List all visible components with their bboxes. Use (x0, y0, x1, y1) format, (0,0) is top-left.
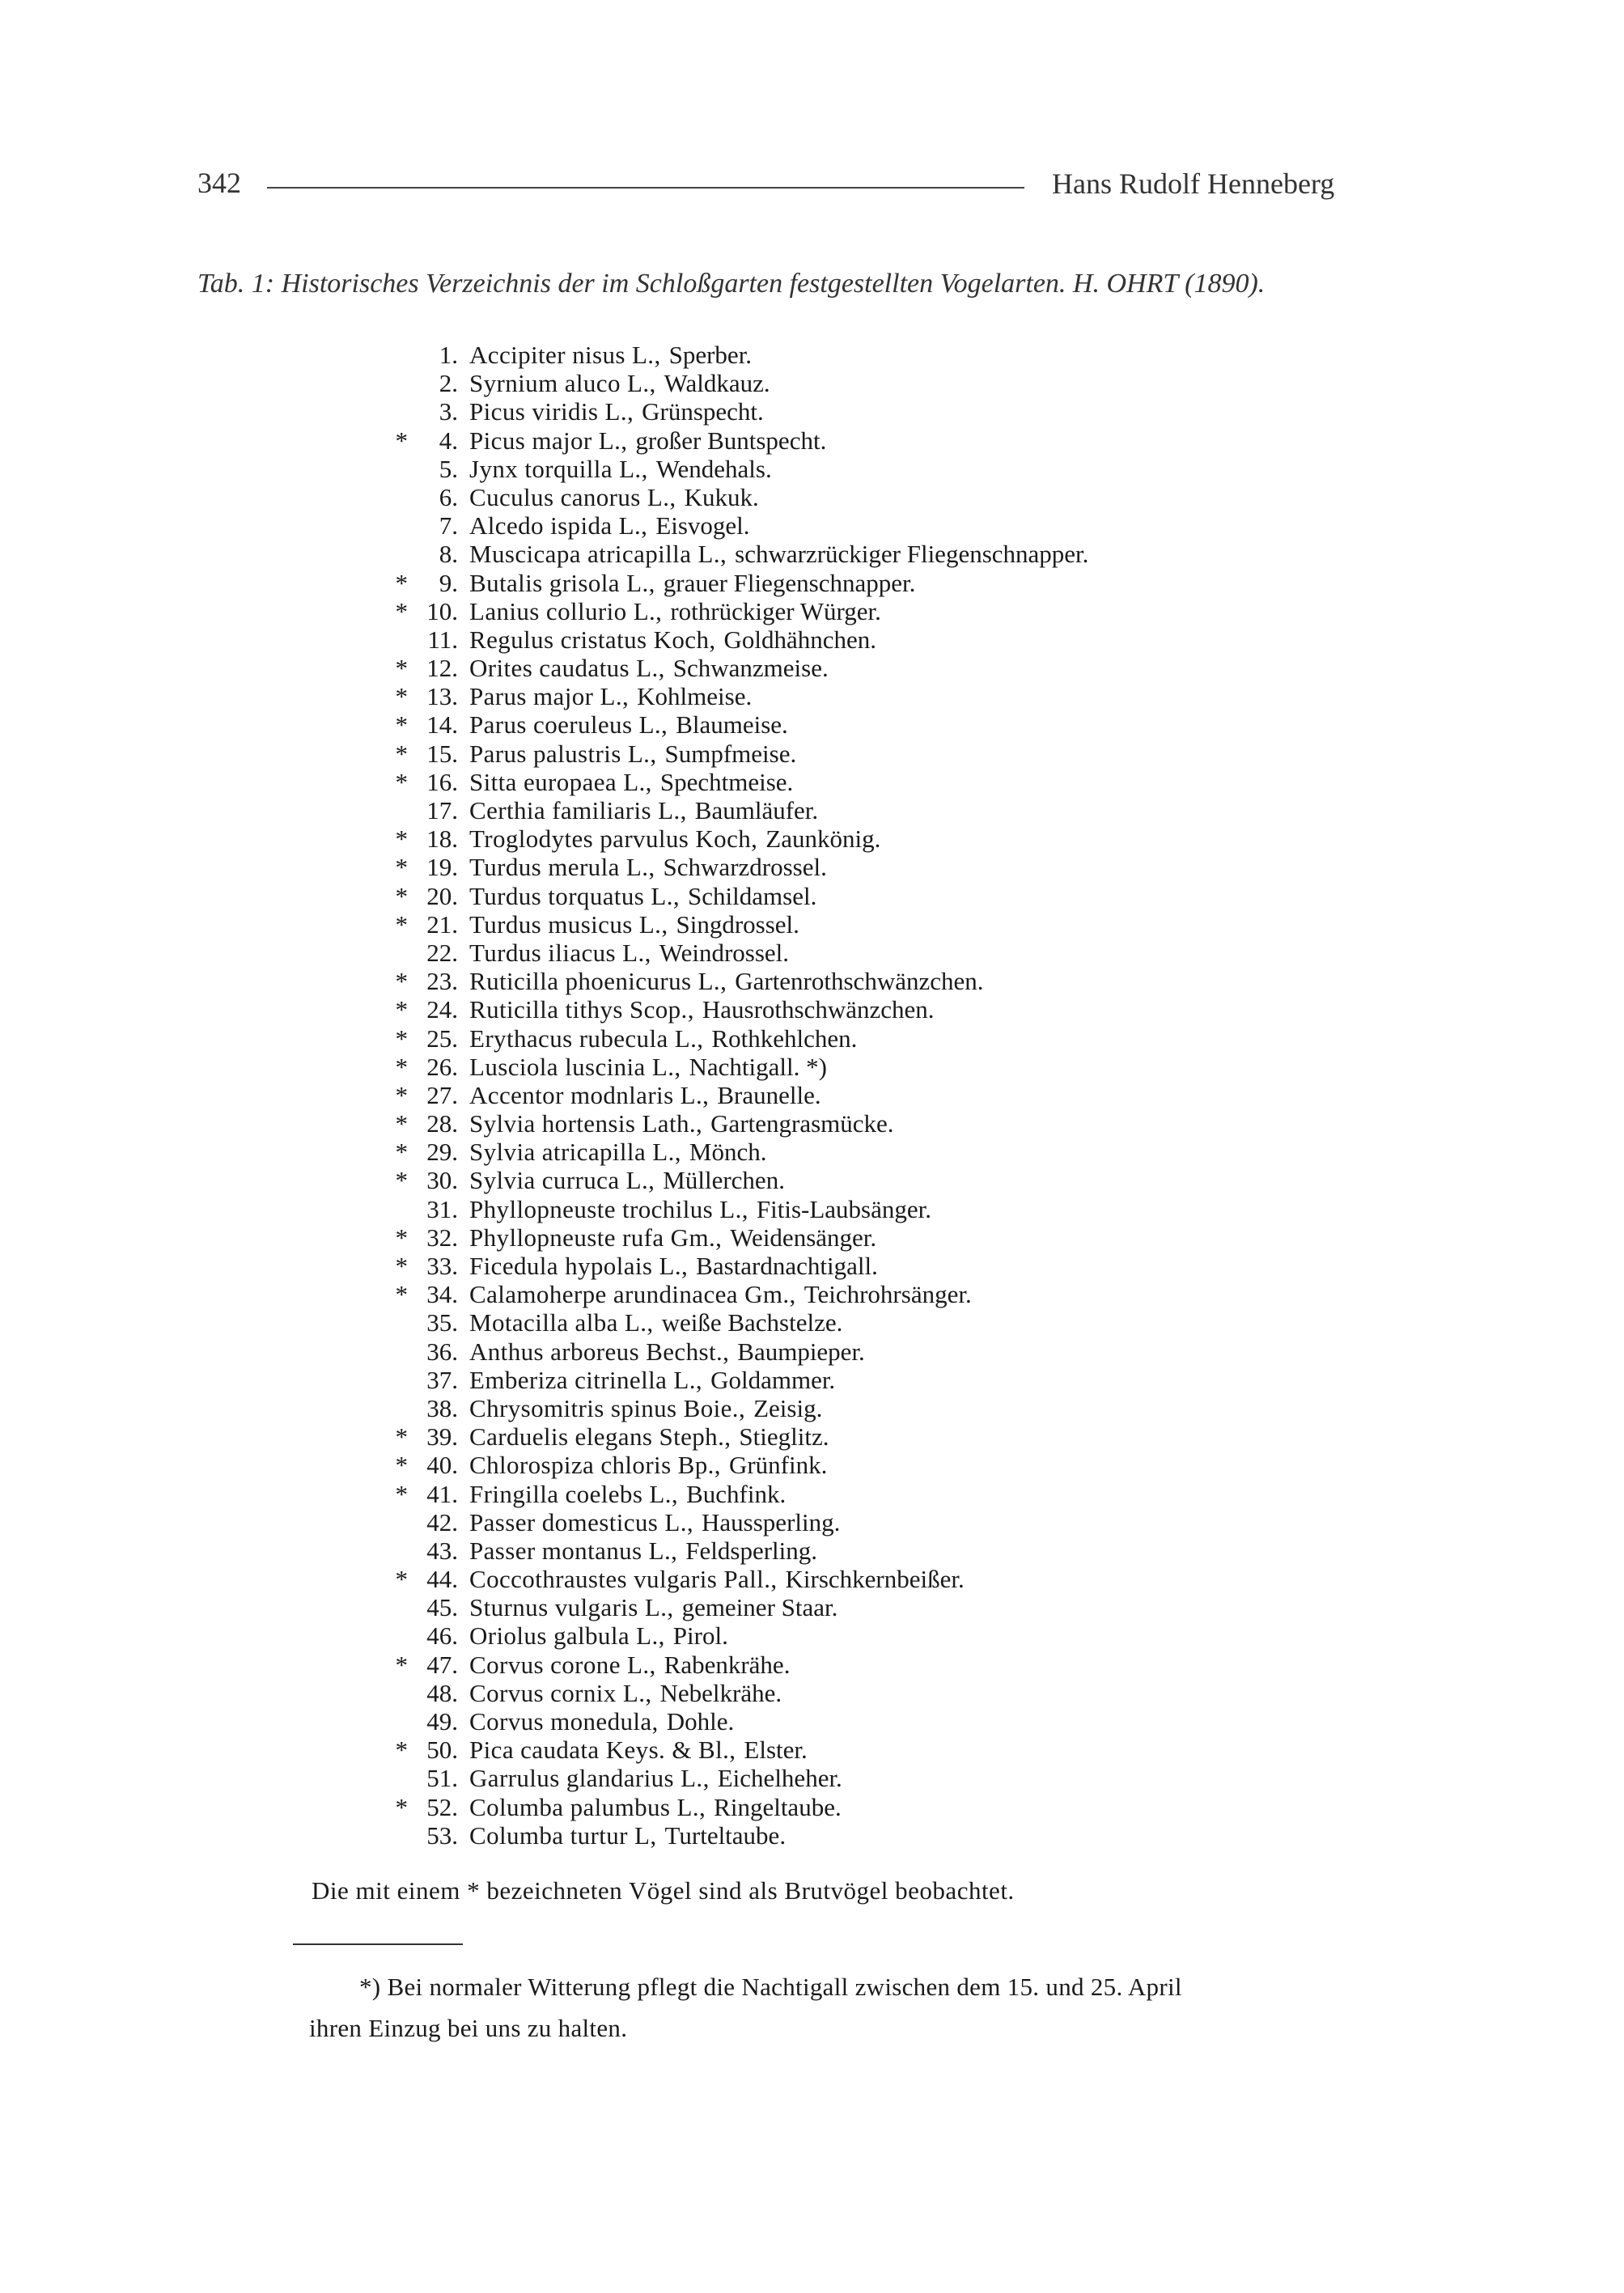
scientific-name: Turdus iliacus L., (469, 938, 651, 967)
species-number: 52. (426, 1792, 458, 1821)
table-caption: Tab. 1: Historisches Verzeichnis der im Schloßgarten festgestellten Vogelarten. H. OHRT (1890). (197, 269, 1266, 299)
breeding-marker: * (395, 710, 408, 740)
scientific-name: Lanius collurio L., (469, 596, 663, 625)
breeding-marker (372, 511, 408, 540)
species-number: 38. (426, 1393, 458, 1422)
species-row (372, 625, 1088, 654)
species-number: 53. (426, 1820, 458, 1850)
species-number: 43. (426, 1536, 458, 1565)
breeding-marker: * (395, 739, 408, 768)
scientific-name: Columba turtur L, (469, 1820, 657, 1850)
german-name: Gartenrothschwänzchen. (735, 967, 984, 996)
scientific-name: Turdus torquatus L., (469, 881, 681, 910)
breeding-marker: * (395, 1479, 408, 1508)
german-name: Schwanzmeise. (672, 654, 829, 683)
species-number: 5. (439, 454, 458, 483)
species-row (372, 369, 1088, 397)
scientific-name: Erythacus rubecula L., (469, 1024, 704, 1053)
breeding-marker: * (395, 1650, 408, 1679)
german-name: Gartengrasmücke. (710, 1109, 894, 1138)
breeding-marker (372, 796, 408, 824)
german-name: Schildamsel. (688, 881, 817, 910)
german-name: Pirol. (672, 1621, 728, 1651)
species-row (372, 1451, 1088, 1479)
german-name: Baumläufer. (694, 796, 819, 824)
scientific-name: Orites caudatus L., (469, 654, 665, 683)
scientific-name: Alcedo ispida L., (469, 511, 648, 540)
german-name: Buchfink. (686, 1479, 787, 1508)
breeding-marker: * (395, 1138, 408, 1167)
footnote (309, 1966, 1321, 2049)
german-name: Sumpfmeise. (664, 739, 797, 768)
scientific-name: Sylvia atricapilla L., (469, 1138, 681, 1167)
scientific-name: Calamoherpe arundinacea Gm., (469, 1280, 796, 1309)
species-row (372, 1195, 1088, 1223)
species-number: 13. (426, 682, 458, 711)
scientific-name: Coccothraustes vulgaris Pall., (469, 1565, 778, 1594)
scientific-name: Chlorospiza chloris Bp., (469, 1451, 721, 1480)
german-name: Haussperling. (702, 1507, 841, 1536)
scientific-name: Muscicapa atricapilla L., (469, 540, 727, 569)
species-number: 17. (426, 796, 458, 824)
species-number: 39. (426, 1422, 458, 1452)
scientific-name: Ruticilla phoenicurus L., (469, 967, 727, 996)
species-number: 49. (426, 1707, 458, 1736)
german-name: rothrückiger Würger. (670, 596, 881, 625)
scientific-name: Garrulus glandarius L., (469, 1764, 710, 1793)
species-number: 45. (426, 1593, 458, 1622)
species-row (372, 1138, 1088, 1166)
german-name: Sperber. (668, 341, 753, 369)
species-number: 7. (439, 511, 458, 540)
scientific-name: Corvus cornix L., (469, 1678, 652, 1707)
german-name: Eichelheher. (717, 1764, 842, 1793)
species-row (372, 1736, 1088, 1764)
german-name: großer Buntspecht. (635, 426, 827, 455)
breeding-marker: * (395, 682, 408, 711)
species-row (372, 654, 1088, 682)
species-row (372, 1422, 1088, 1451)
species-number: 34. (426, 1280, 458, 1309)
german-name: Mönch. (689, 1138, 767, 1167)
breeding-marker (372, 1821, 408, 1850)
species-number: 32. (426, 1223, 458, 1252)
breeding-marker: * (395, 995, 408, 1024)
species-number: 27. (426, 1080, 458, 1109)
species-number: 15. (426, 739, 458, 768)
species-row (372, 967, 1088, 995)
breeding-marker (372, 1679, 408, 1707)
german-name: Hausrothschwänzchen. (702, 995, 935, 1024)
german-name: Feldsperling. (685, 1536, 818, 1565)
german-name: weiße Bachstelze. (661, 1308, 843, 1337)
species-row (372, 1821, 1088, 1850)
header-rule (267, 187, 1024, 189)
species-row (372, 1508, 1088, 1536)
species-number: 41. (426, 1479, 458, 1508)
scientific-name: Accentor modnlaris L., (469, 1080, 710, 1109)
breeding-marker: * (395, 1792, 408, 1821)
species-row (372, 796, 1088, 824)
scientific-name: Ruticilla tithys Scop., (469, 995, 694, 1024)
breeding-marker (372, 625, 408, 654)
species-number: 3. (439, 397, 458, 426)
species-number: 29. (426, 1138, 458, 1167)
species-number: 37. (426, 1365, 458, 1394)
species-row (372, 1081, 1088, 1109)
species-number: 46. (426, 1621, 458, 1651)
german-name: gemeiner Staar. (681, 1593, 838, 1622)
german-name: Goldhähnchen. (723, 625, 877, 654)
scientific-name: Parus coeruleus L., (469, 710, 668, 740)
scientific-name: Oriolus galbula L., (469, 1621, 665, 1651)
scientific-name: Cuculus canorus L., (469, 482, 676, 511)
species-row (372, 1337, 1088, 1366)
species-number: 36. (426, 1337, 458, 1366)
german-name: Stieglitz. (739, 1422, 829, 1452)
species-row (372, 1166, 1088, 1194)
scientific-name: Pica caudata Keys. & Bl., (469, 1736, 736, 1765)
species-number: 51. (426, 1764, 458, 1793)
german-name: Wendehals. (655, 454, 772, 483)
breeding-marker: * (395, 596, 408, 625)
species-number: 23. (426, 967, 458, 996)
species-number: 8. (439, 540, 458, 569)
species-number: 35. (426, 1308, 458, 1337)
footnote-line-1: *) Bei normaler Witterung pflegt die Nachtigall zwischen dem 15. und 25. April (359, 1973, 1182, 2001)
species-number: 44. (426, 1565, 458, 1594)
species-row (372, 1053, 1088, 1081)
page-number: 342 (197, 167, 241, 199)
species-number: 25. (426, 1024, 458, 1053)
scientific-name: Parus major L., (469, 682, 630, 711)
scientific-name: Sturnus vulgaris L., (469, 1593, 674, 1622)
species-row (372, 740, 1088, 768)
breeding-marker: * (395, 1451, 408, 1480)
german-name: Nebelkrähe. (659, 1678, 782, 1707)
breeding-marker: * (395, 824, 408, 854)
breeding-marker: * (395, 654, 408, 683)
species-number: 9. (439, 568, 458, 597)
scientific-name: Troglodytes parvulus Koch, (469, 824, 758, 854)
german-name: Kirschkernbeißer. (785, 1565, 965, 1594)
scientific-name: Emberiza citrinella L., (469, 1365, 703, 1394)
breeding-marker: * (395, 1422, 408, 1452)
german-name: Grünspecht. (642, 397, 764, 426)
scientific-name: Sitta europaea L., (469, 767, 652, 796)
breeding-marker (372, 455, 408, 483)
species-row (372, 995, 1088, 1024)
german-name: Blaumeise. (676, 710, 788, 740)
species-number: 14. (426, 710, 458, 740)
scientific-name: Anthus arboreus Bechst., (469, 1337, 730, 1366)
species-row (372, 511, 1088, 540)
scientific-name: Corvus monedula, (469, 1707, 659, 1736)
german-name: Rabenkrähe. (664, 1650, 791, 1679)
species-row (372, 910, 1088, 939)
species-number: 19. (426, 853, 458, 882)
german-name: Bastardnachtigall. (696, 1252, 878, 1280)
species-row (372, 682, 1088, 710)
species-number: 16. (426, 767, 458, 796)
species-number: 22. (426, 938, 458, 967)
scientific-name: Regulus cristatus Koch, (469, 625, 716, 654)
species-row (372, 824, 1088, 853)
species-row (372, 1024, 1088, 1053)
species-row (372, 1280, 1088, 1308)
scientific-name: Syrnium aluco L., (469, 369, 656, 398)
species-number: 47. (426, 1650, 458, 1679)
scientific-name: Jynx torquilla L., (469, 454, 648, 483)
species-row (372, 1394, 1088, 1422)
breeding-marker (372, 1195, 408, 1223)
species-row (372, 1366, 1088, 1394)
species-number: 1. (439, 341, 458, 369)
german-name: Teichrohrsänger. (804, 1280, 972, 1309)
breeding-marker: * (395, 1024, 408, 1053)
scientific-name: Phyllopneuste trochilus L., (469, 1194, 748, 1223)
scientific-name: Sylvia hortensis Lath., (469, 1109, 703, 1138)
german-name: Weindrossel. (659, 938, 790, 967)
german-name: Eisvogel. (655, 511, 750, 540)
german-name: grauer Fliegenschnapper. (663, 568, 916, 597)
german-name: Elster. (744, 1736, 808, 1765)
breeding-marker (372, 1394, 408, 1422)
scientific-name: Picus major L., (469, 426, 628, 455)
species-number: 20. (426, 881, 458, 910)
scientific-name: Sylvia curruca L., (469, 1166, 655, 1195)
scientific-name: Ficedula hypolais L., (469, 1252, 689, 1280)
german-name: Ringeltaube. (714, 1792, 842, 1821)
scientific-name: Fringilla coelebs L., (469, 1479, 679, 1508)
species-row (372, 939, 1088, 967)
german-name: Weidensänger. (730, 1223, 877, 1252)
footnote-line-2: ihren Einzug bei uns zu halten. (309, 2014, 628, 2042)
species-row (372, 397, 1088, 426)
german-name: Müllerchen. (663, 1166, 785, 1195)
scientific-name: Turdus merula L., (469, 853, 655, 882)
species-number: 33. (426, 1252, 458, 1280)
breeding-marker: * (395, 967, 408, 996)
species-number: 4. (439, 426, 458, 455)
breeding-marker (372, 1593, 408, 1621)
species-number: 2. (439, 369, 458, 398)
scientific-name: Parus palustris L., (469, 739, 657, 768)
breeding-marker (372, 540, 408, 568)
breeding-marker: * (395, 909, 408, 939)
species-row (372, 1707, 1088, 1736)
species-row (372, 1679, 1088, 1707)
german-name: Fitis-Laubsänger. (756, 1194, 931, 1223)
scientific-name: Phyllopneuste rufa Gm., (469, 1223, 723, 1252)
german-name: Spechtmeise. (659, 767, 794, 796)
species-row (372, 1621, 1088, 1650)
running-head-author: Hans Rudolf Henneberg (1052, 167, 1335, 200)
breeding-marker: * (395, 1223, 408, 1252)
species-row (372, 1565, 1088, 1593)
german-name: Turteltaube. (664, 1820, 787, 1850)
breeding-marker (372, 1308, 408, 1337)
species-row (372, 1651, 1088, 1679)
german-name: Schwarzdrossel. (663, 853, 827, 882)
german-name: Dohle. (666, 1707, 735, 1736)
footnote-rule (293, 1943, 463, 1945)
species-row (372, 426, 1088, 455)
species-row (372, 1252, 1088, 1280)
breeding-marker (372, 1707, 408, 1736)
german-name: Nachtigall. *) (689, 1052, 827, 1081)
breeding-marker: * (395, 1252, 408, 1280)
german-name: Zeisig. (753, 1393, 823, 1422)
scientific-name: Columba palumbus L., (469, 1792, 706, 1821)
breeding-marker: * (395, 1736, 408, 1765)
species-number: 18. (426, 824, 458, 854)
scientific-name: Chrysomitris spinus Boie., (469, 1393, 746, 1422)
species-row (372, 768, 1088, 796)
scientific-name: Turdus musicus L., (469, 909, 668, 939)
species-number: 6. (439, 482, 458, 511)
breeding-marker (372, 1536, 408, 1565)
breeding-marker: * (395, 1280, 408, 1309)
species-row (372, 710, 1088, 739)
breeding-marker (372, 939, 408, 967)
german-name: Singdrossel. (676, 909, 799, 939)
breeding-marker: * (395, 568, 408, 597)
breeding-marker: * (395, 881, 408, 910)
species-row (372, 882, 1088, 910)
scientific-name: Picus viridis L., (469, 397, 634, 426)
scientific-name: Passer domesticus L., (469, 1507, 694, 1536)
species-number: 28. (426, 1109, 458, 1138)
species-list (372, 341, 1088, 1850)
species-row (372, 1109, 1088, 1138)
species-row (372, 1593, 1088, 1621)
scientific-name: Corvus corone L., (469, 1650, 656, 1679)
species-number: 26. (426, 1052, 458, 1081)
german-name: schwarzrückiger Fliegenschnapper. (735, 540, 1089, 569)
species-row (372, 455, 1088, 483)
german-name: Baumpieper. (737, 1337, 865, 1366)
breeding-marker (372, 397, 408, 426)
german-name: Goldammer. (710, 1365, 836, 1394)
species-row (372, 540, 1088, 568)
species-number: 24. (426, 995, 458, 1024)
german-name: Waldkauz. (664, 369, 770, 398)
breeding-marker: * (395, 1080, 408, 1109)
species-number: 10. (426, 596, 458, 625)
scientific-name: Passer montanus L., (469, 1536, 678, 1565)
breeding-marker: * (395, 767, 408, 796)
species-number: 30. (426, 1166, 458, 1195)
species-number: 50. (426, 1736, 458, 1765)
breeding-marker: * (395, 426, 408, 455)
species-row (372, 597, 1088, 625)
species-number: 21. (426, 909, 458, 939)
scientific-name: Lusciola luscinia L., (469, 1052, 681, 1081)
breeding-marker (372, 1621, 408, 1650)
breeding-marker (372, 341, 408, 369)
breeding-note: Die mit einem * bezeichneten Vögel sind als Brutvögel beobachtet. (312, 1876, 1015, 1905)
scientific-name: Accipiter nisus L., (469, 341, 661, 369)
german-name: Zaunkönig. (765, 824, 881, 854)
species-row (372, 341, 1088, 369)
german-name: Grünfink. (728, 1451, 828, 1480)
scientific-name: Carduelis elegans Steph., (469, 1422, 731, 1452)
scientific-name: Butalis grisola L., (469, 568, 655, 597)
breeding-marker (372, 483, 408, 511)
breeding-marker (372, 1508, 408, 1536)
species-row (372, 1308, 1088, 1337)
scientific-name: Motacilla alba L., (469, 1308, 654, 1337)
species-row (372, 483, 1088, 511)
breeding-marker: * (395, 1565, 408, 1594)
german-name: Rothkehlchen. (711, 1024, 858, 1053)
species-number: 31. (426, 1194, 458, 1223)
breeding-marker (372, 1764, 408, 1792)
species-number: 11. (427, 625, 458, 654)
breeding-marker: * (395, 1166, 408, 1195)
species-number: 42. (426, 1507, 458, 1536)
breeding-marker (372, 1366, 408, 1394)
scientific-name: Certhia familiaris L., (469, 796, 687, 824)
species-row (372, 1536, 1088, 1565)
german-name: Braunelle. (717, 1080, 821, 1109)
species-number: 40. (426, 1451, 458, 1480)
breeding-marker (372, 1337, 408, 1366)
species-row (372, 1793, 1088, 1821)
breeding-marker: * (395, 853, 408, 882)
species-row (372, 569, 1088, 597)
species-row (372, 853, 1088, 881)
species-row (372, 1223, 1088, 1252)
species-row (372, 1480, 1088, 1508)
breeding-marker: * (395, 1109, 408, 1138)
species-number: 48. (426, 1678, 458, 1707)
german-name: Kohlmeise. (637, 682, 753, 711)
species-number: 12. (426, 654, 458, 683)
german-name: Kukuk. (684, 482, 759, 511)
species-row (372, 1764, 1088, 1792)
breeding-marker: * (395, 1052, 408, 1081)
breeding-marker (372, 369, 408, 397)
